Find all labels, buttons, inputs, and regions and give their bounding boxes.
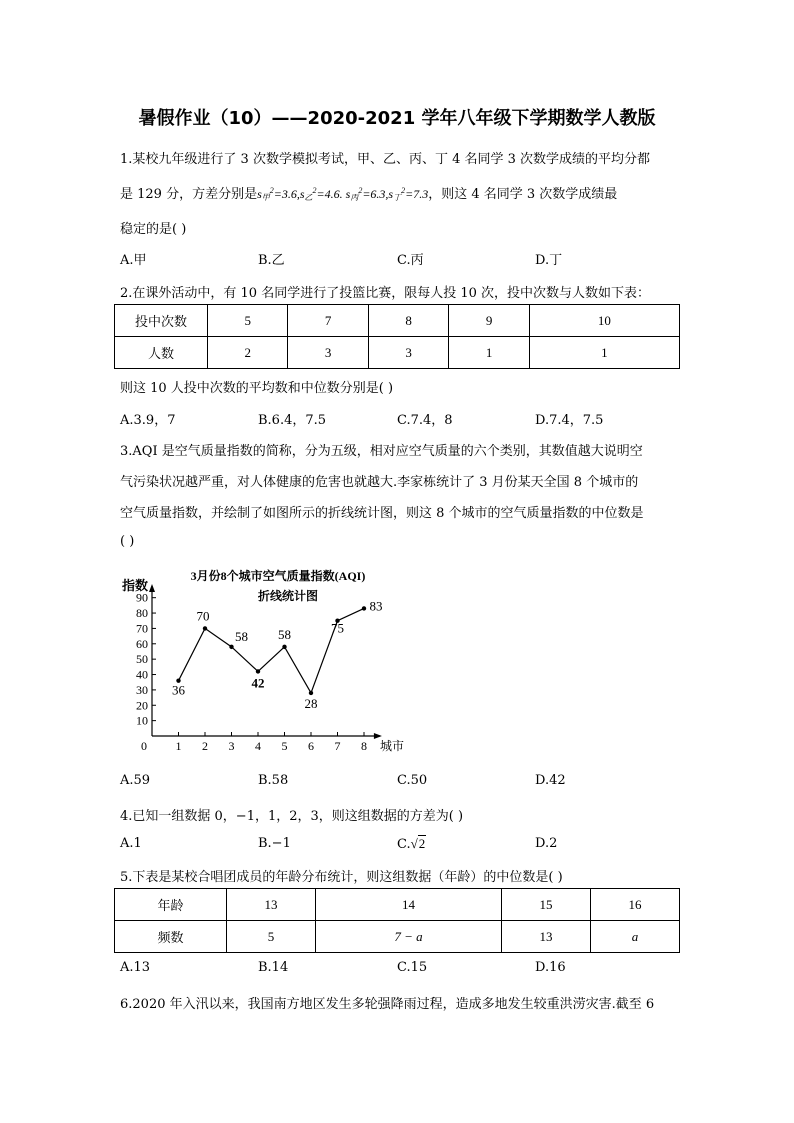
y-tick-label: 10: [136, 713, 148, 728]
q1-line2: [120, 183, 617, 203]
data-label: 70: [196, 608, 210, 624]
y-tick-label: 20: [136, 698, 148, 713]
q5-table: [114, 888, 680, 953]
q1-option-d[interactable]: D.丁: [535, 253, 563, 268]
q5-table-row: [115, 889, 680, 921]
q4-option-c-prefix: C.: [397, 837, 411, 852]
q5-option-d[interactable]: D.16: [535, 960, 566, 975]
q3-option-a[interactable]: A.59: [120, 773, 151, 788]
q5-cell: 13: [227, 889, 316, 921]
q5-option-c[interactable]: C.15: [397, 960, 428, 975]
y-tick-label: 70: [136, 621, 148, 636]
q4-option-c-radicand: 2: [418, 836, 426, 851]
q2-table-row: [115, 305, 680, 337]
data-point: [362, 606, 366, 610]
y-tick-label: 30: [136, 682, 148, 697]
q2-cell: 9: [449, 305, 529, 337]
q2-question: 则这 10 人投中次数的平均数和中位数分别是( ): [120, 381, 394, 396]
q4-option-a[interactable]: A.1: [120, 836, 142, 851]
q5-cell: 14: [315, 889, 501, 921]
q5-row2-label: 频数: [115, 921, 227, 953]
data-label: 58: [235, 628, 248, 644]
q2-table: [114, 304, 680, 369]
data-point: [203, 626, 207, 630]
q5-table-row: [115, 921, 680, 953]
x-tick-label: 8: [361, 739, 367, 753]
data-label: 36: [172, 682, 185, 698]
y-tick-label: 50: [136, 652, 148, 667]
q6-line1: 6.2020 年入汛以来，我国南方地区发生多轮强降雨过程，造成多地发生较重洪涝灾害.截至 6: [120, 997, 655, 1012]
q1-option-b[interactable]: B.乙: [258, 253, 285, 268]
q3-line1: 3.AQI 是空气质量指数的简称，分为五级，相对应空气质量的六个类别，其数值越大说明空: [120, 444, 643, 459]
q2-cell: 8: [368, 305, 448, 337]
q1-line2-a: 是 129 分，方差分别是: [120, 187, 258, 202]
x-tick-label: 6: [308, 739, 314, 753]
data-point: [282, 645, 286, 649]
q3-option-d[interactable]: D.42: [535, 773, 566, 788]
data-point: [309, 691, 313, 695]
data-label: 83: [369, 598, 383, 614]
q4-option-c[interactable]: [397, 836, 426, 852]
q2-option-d[interactable]: D.7.4，7.5: [535, 413, 604, 428]
chart-xlabel: 城市: [380, 739, 405, 753]
data-label: 58: [278, 626, 291, 642]
q5-cell: 5: [227, 921, 316, 953]
q1-line1: 1.某校九年级进行了 3 次数学模拟考试，甲、乙、丙、丁 4 名同学 3 次数学成绩的平均分都: [120, 152, 651, 167]
chart-title: 3月份8个城市空气质量指数(AQI): [190, 569, 366, 583]
q2-option-c[interactable]: C.7.4，8: [397, 413, 453, 428]
y-tick-label: 60: [136, 636, 148, 651]
x-tick-label: 2: [202, 739, 208, 753]
chart-axes: [136, 584, 382, 753]
q2-cell: 1: [449, 337, 529, 369]
y-axis-arrow-icon: [149, 584, 155, 592]
q2-stem: 2.在课外活动中，有 10 名同学进行了投篮比赛，限每人投 10 次，投中次数与人数如下表：: [120, 286, 651, 301]
q5-cell: 15: [502, 889, 591, 921]
x-tick-label: 0: [141, 739, 147, 753]
data-label: 75: [331, 620, 344, 636]
q2-cell: 5: [208, 305, 288, 337]
q2-cell: 3: [288, 337, 368, 369]
q1-option-a[interactable]: A.甲: [120, 253, 147, 268]
q2-cell: 10: [529, 305, 679, 337]
x-tick-label: 3: [228, 739, 235, 753]
q2-row1-label: 投中次数: [115, 305, 208, 337]
q2-cell: 1: [529, 337, 679, 369]
q2-cell: 3: [368, 337, 448, 369]
q5-cell: 7 − a: [315, 921, 501, 953]
x-tick-label: 4: [255, 739, 261, 753]
q4-option-b[interactable]: B.−1: [258, 836, 291, 851]
chart-subtitle: 折线统计图: [257, 589, 319, 603]
q2-option-b[interactable]: B.6.4，7.5: [258, 413, 327, 428]
y-tick-label: 80: [136, 606, 148, 621]
q4-option-d[interactable]: D.2: [535, 836, 558, 851]
data-label: 42: [251, 675, 265, 691]
q3-line3: 空气质量指数，并绘制了如图所示的折线统计图，则这 8 个城市的空气质量指数的中位数是: [120, 506, 644, 521]
q5-row1-label: 年龄: [115, 889, 227, 921]
q5-option-a[interactable]: A.13: [120, 960, 151, 975]
q1-formula: $s_甲^2=3.6,s_乙^2=4.6$. $s_丙^2=6.3,s_丁^2=7.3$: [257, 186, 429, 202]
q3-option-b[interactable]: B.58: [258, 773, 289, 788]
q3-line2: 气污染状况越严重，对人体健康的危害也就越大.李家栋统计了 3 月份某天全国 8 个城市的: [120, 475, 639, 490]
q2-option-a[interactable]: A.3.9，7: [120, 413, 176, 428]
q2-row2-label: 人数: [115, 337, 208, 369]
q2-table-row: [115, 337, 680, 369]
q5-cell: a: [591, 921, 680, 953]
q1-option-c[interactable]: C.丙: [397, 253, 424, 268]
q5-cell: 16: [591, 889, 680, 921]
sqrt-icon: √: [410, 836, 418, 851]
y-tick-label: 40: [136, 667, 148, 682]
q1-line3: 稳定的是( ): [120, 222, 187, 237]
q3-option-c[interactable]: C.50: [397, 773, 428, 788]
q3-line4: ( ): [120, 534, 135, 549]
data-point: [229, 645, 233, 649]
q2-cell: 7: [288, 305, 368, 337]
q4-stem: 4.已知一组数据 0，−1，1，2，3，则这组数据的方差为( ): [120, 809, 464, 824]
q5-cell: 13: [502, 921, 591, 953]
data-label: 28: [304, 695, 318, 711]
q5-stem: 5.下表是某校合唱团成员的年龄分布统计，则这组数据（年龄）的中位数是( ): [120, 870, 563, 885]
x-tick-label: 1: [175, 739, 182, 753]
q2-cell: 2: [208, 337, 288, 369]
x-tick-label: 7: [334, 739, 341, 753]
q1-line2-b: ，则这 4 名同学 3 次数学成绩最: [428, 187, 618, 202]
data-point: [256, 669, 260, 673]
y-tick-label: 90: [136, 590, 148, 605]
q5-option-b[interactable]: B.14: [258, 960, 289, 975]
x-tick-label: 5: [281, 739, 288, 753]
page-title: 暑假作业（10）——2020-2021 学年八年级下学期数学人教版: [138, 108, 656, 129]
aqi-line-chart: [110, 560, 420, 760]
chart-marks: [172, 598, 383, 711]
chart-ylabel: 指数: [122, 578, 149, 593]
